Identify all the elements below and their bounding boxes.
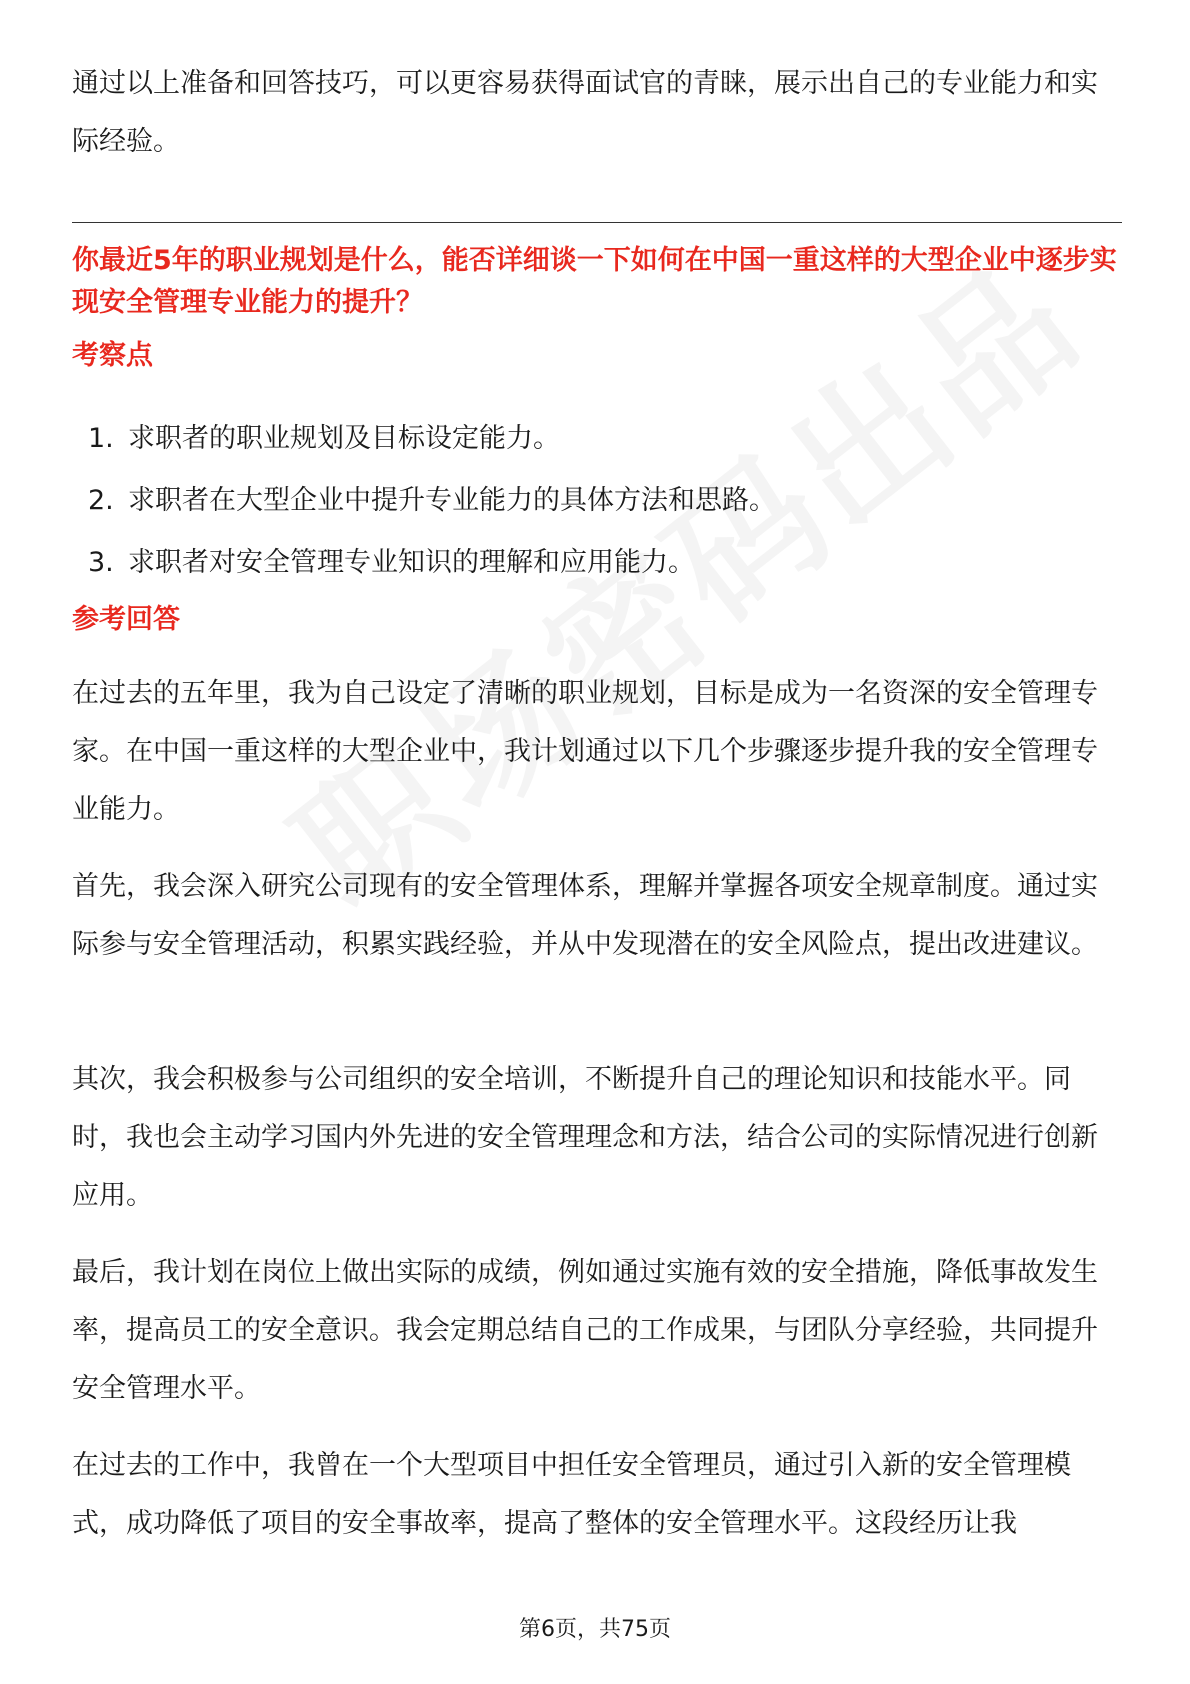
answer-heading: 参考回答 xyxy=(72,604,180,635)
points-heading: 考察点 xyxy=(72,340,153,371)
intro-paragraph: 通过以上准备和回答技巧，可以更容易获得面试官的青睐，展示出自己的专业能力和实际经验。 xyxy=(72,68,1098,157)
question-title: 你最近5年的职业规划是什么，能否详细谈一下如何在中国一重这样的大型企业中逐步实现安全管理专业能力的提升？ xyxy=(72,245,1117,318)
points-list xyxy=(88,408,776,594)
list-item xyxy=(88,470,776,532)
list-text: 求职者的职业规划及目标设定能力。 xyxy=(128,423,560,454)
list-item xyxy=(88,408,776,470)
list-text: 求职者对安全管理专业知识的理解和应用能力。 xyxy=(128,547,695,578)
answer-paragraph: 最后，我计划在岗位上做出实际的成绩，例如通过实施有效的安全措施，降低事故发生率，提高员工的安全意识。我会定期总结自己的工作成果，与团队分享经验，共同提升安全管理水平。 xyxy=(72,1257,1098,1404)
list-item xyxy=(88,532,776,594)
answer-paragraph: 在过去的五年里，我为自己设定了清晰的职业规划，目标是成为一名资深的安全管理专家。在中国一重这样的大型企业中，我计划通过以下几个步骤逐步提升我的安全管理专业能力。 xyxy=(72,678,1098,825)
list-number: 3. xyxy=(88,547,114,578)
section-divider xyxy=(72,222,1122,223)
page-number: 第6页，共75页 xyxy=(519,1617,671,1642)
list-number: 2. xyxy=(88,485,114,516)
answer-paragraph: 在过去的工作中，我曾在一个大型项目中担任安全管理员，通过引入新的安全管理模式，成功降低了项目的安全事故率，提高了整体的安全管理水平。这段经历让我 xyxy=(72,1450,1071,1539)
answer-paragraph: 其次，我会积极参与公司组织的安全培训，不断提升自己的理论知识和技能水平。同时，我也会主动学习国内外先进的安全管理理念和方法，结合公司的实际情况进行创新应用。 xyxy=(72,1064,1098,1211)
list-number: 1. xyxy=(88,423,114,454)
answer-paragraph: 首先，我会深入研究公司现有的安全管理体系，理解并掌握各项安全规章制度。通过实际参与安全管理活动，积累实践经验，并从中发现潜在的安全风险点，提出改进建议。 xyxy=(72,871,1098,960)
list-text: 求职者在大型企业中提升专业能力的具体方法和思路。 xyxy=(128,485,776,516)
